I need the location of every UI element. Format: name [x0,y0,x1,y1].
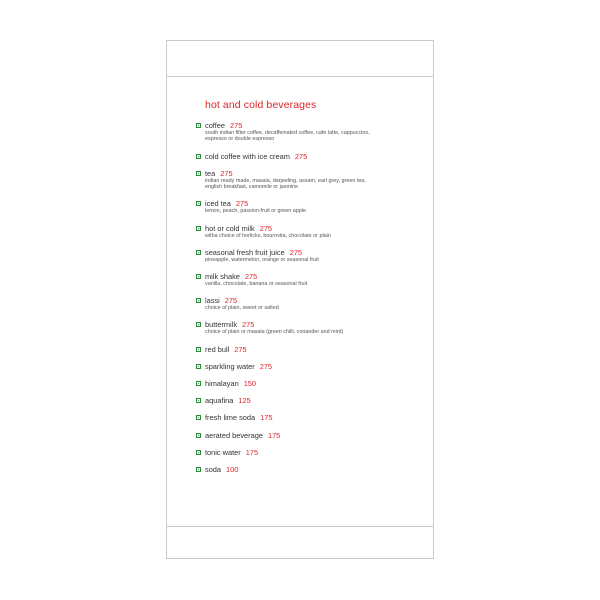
veg-mark-icon [196,433,201,438]
menu-item-description: choice of plain or masala (green chilli, coriander and mint) [205,329,344,336]
veg-mark-icon [196,381,201,386]
menu-item-description: english breakfast, camomile or jasmine [205,184,299,191]
menu-item-price: 275 [220,168,233,178]
menu-item [196,362,428,371]
veg-mark-icon [196,171,201,176]
menu-item-price: 175 [267,430,281,440]
menu-item-line [205,345,428,354]
menu-item-name: sparkling water [205,361,255,371]
menu-item-name: iced tea [205,199,231,209]
menu-item-line [205,152,428,161]
menu-item-price: 125 [238,396,251,406]
veg-mark-icon [196,467,201,472]
menu-item-name: hot or cold milk [205,223,255,233]
menu-item [196,448,428,457]
menu-item-price: 150 [243,379,257,388]
menu-item [196,248,428,263]
menu-item [196,431,428,440]
menu-item-line [205,396,428,405]
menu-item [196,465,428,474]
menu-item-name: tea [205,168,216,178]
menu-item-price: 275 [244,272,258,282]
menu-item-description: south indian filter coffee, decaffeinated coffee, cafe latte, cappuccino, [205,130,370,136]
menu-item [196,379,428,388]
menu-item-name: tonic water [205,447,241,457]
menu-item-name: soda [205,464,222,474]
menu-item-line [205,379,428,388]
menu-item [196,345,428,354]
veg-mark-icon [196,364,201,369]
menu-item-line [205,224,428,233]
menu-item-description: espresso or double espresso [205,136,275,143]
menu-item [196,396,428,405]
footer-divider [167,526,433,527]
menu-item [196,320,428,335]
menu-item [196,413,428,422]
menu-item-price: 275 [259,223,273,233]
menu-item-price: 275 [294,151,308,161]
menu-page [166,40,434,559]
menu-item-name: buttermilk [205,320,238,330]
menu-item-description: vanilla, chocolate, banana or seasonal fruit [205,281,308,288]
menu-item-name: fresh lime soda [205,413,256,423]
menu-item-description: pineapple, watermelon, orange or seasonal fruit [205,256,319,263]
menu-item-line [205,121,428,130]
menu-item-price: 275 [235,199,249,209]
veg-mark-icon [196,250,201,255]
menu-item-price: 275 [242,320,255,330]
menu-item-name: coffee [205,121,225,130]
menu-item-name: red bull [205,344,230,354]
menu-item-line [205,413,428,422]
menu-item [196,152,428,161]
menu-item-line [205,296,428,305]
menu-item-line [205,465,428,474]
menu-item-description: choice of plain, sweet or salted [205,305,279,312]
header-divider [167,76,433,77]
veg-mark-icon [196,226,201,231]
menu-item-price: 275 [234,344,247,354]
veg-mark-icon [196,398,201,403]
menu-list [196,121,428,482]
menu-item-name: milk shake [205,272,240,282]
menu-item-name: lassi [205,296,220,306]
menu-item [196,199,428,214]
menu-item-price: 275 [230,121,243,130]
menu-item-line [205,169,428,178]
veg-mark-icon [196,450,201,455]
menu-item-line [205,320,428,329]
veg-mark-icon [196,298,201,303]
menu-item [196,169,428,191]
veg-mark-icon [196,154,201,159]
menu-item [196,296,428,311]
menu-item [196,224,428,239]
menu-item [196,121,428,143]
menu-item-price: 275 [259,361,273,371]
menu-item-name: seasonal fresh fruit juice [205,247,285,257]
menu-item-price: 100 [226,464,239,474]
menu-item-name: aquafina [205,396,234,406]
menu-item-description: indian ready made, masala, darjeeling, assam, earl grey, green tea, [205,177,366,184]
veg-mark-icon [196,123,201,128]
menu-item-name: aerated beverage [205,430,263,440]
menu-item-line [205,448,428,457]
menu-item-line [205,272,428,281]
menu-item-price: 275 [289,247,303,257]
menu-item [196,272,428,287]
menu-item-price: 175 [260,413,273,423]
menu-item-name: cold coffee with ice cream [205,151,290,161]
menu-item-name: himalayan [205,379,239,388]
veg-mark-icon [196,274,201,279]
menu-item-line [205,199,428,208]
menu-item-line [205,431,428,440]
veg-mark-icon [196,347,201,352]
veg-mark-icon [196,415,201,420]
menu-item-price: 175 [245,447,259,457]
section-title: hot and cold beverages [205,99,317,111]
menu-item-description: lemon, peach, passion-fruit or green apple [205,208,306,215]
menu-item-line [205,248,428,257]
veg-mark-icon [196,201,201,206]
menu-item-description: witha choice of horlicks, bournvita, chocolate or plain [205,232,331,239]
menu-item-price: 275 [224,296,238,306]
veg-mark-icon [196,322,201,327]
menu-item-line [205,362,428,371]
